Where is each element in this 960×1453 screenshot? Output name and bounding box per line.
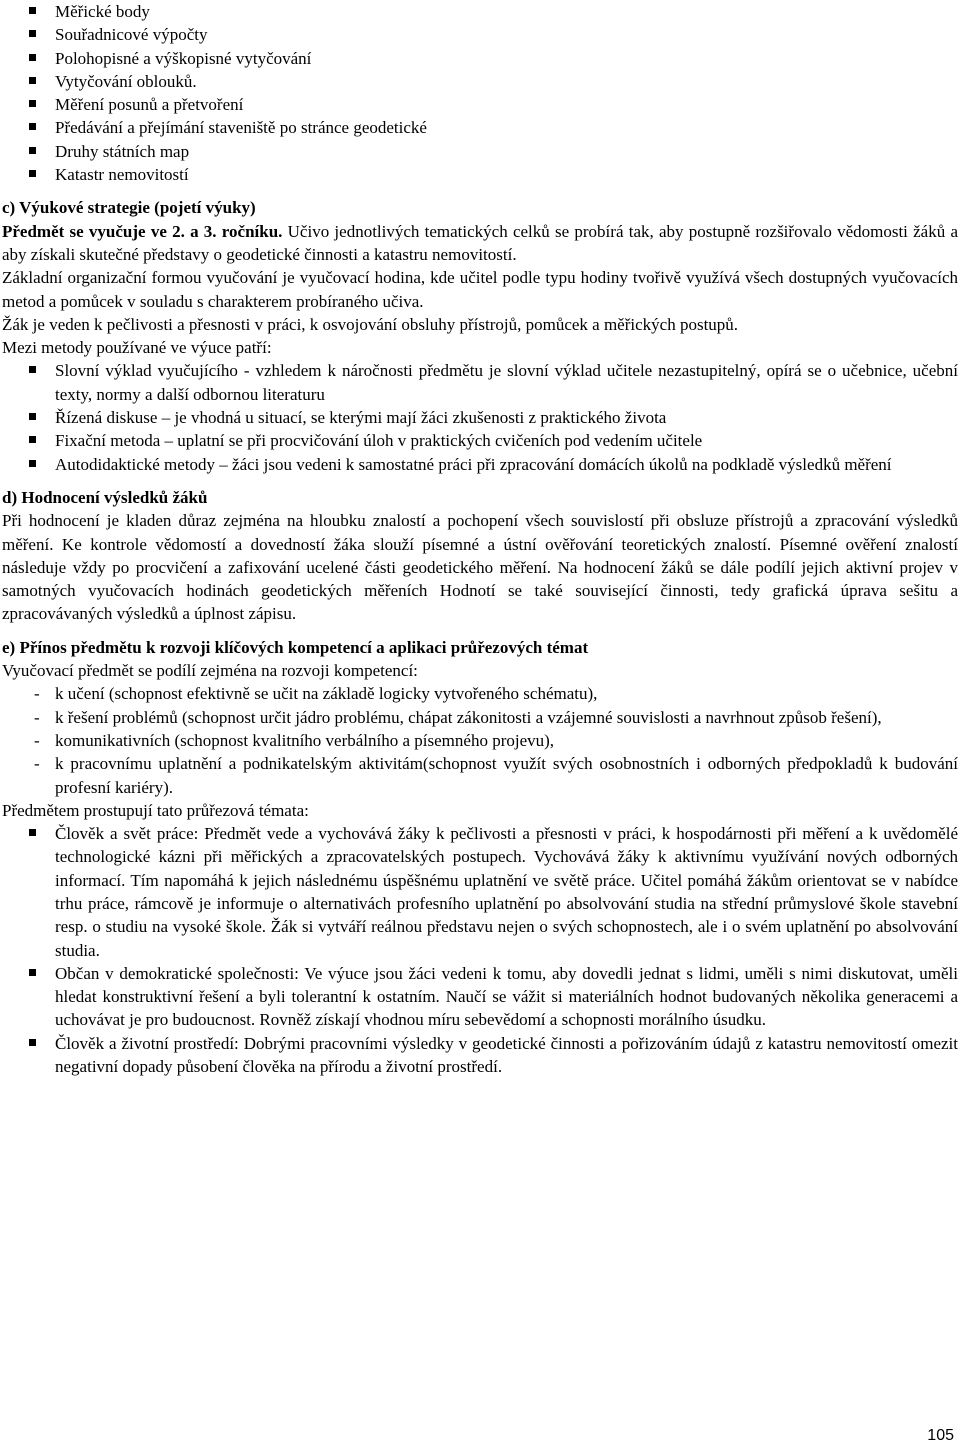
topic-list [2,0,958,186]
section-e-heading: e) Přínos předmětu k rozvoji klíčových kompetencí a aplikaci průřezových témat [2,637,589,657]
list-item: - k učení (schopnost efektivně se učit na základě logicky vytvořeného schématu), [2,682,958,705]
list-item: Fixační metoda – uplatní se při procvičování úloh v praktických cvičeních pod vedením učitele [2,429,958,452]
competences-list [2,682,958,798]
list-item: Občan v demokratické společnosti: Ve výuce jsou žáci vedeni k tomu, aby dovedli jednat s lidmi, uměli s nimi diskutovat, uměli hledat konstruktivní řešení a byli tolerantní k ostatním. Naučí se vážit si materiálních hodnot budovaných několika generacemi a uchovávat je pro budoucnost. Rovněž získají vhodnou míru sebevědomí a schopnosti morálního úsudku. [2,962,958,1032]
list-item: - k pracovnímu uplatnění a podnikatelským aktivitám(schopnost využít svých osobnostních i odborných předpokladů k budování profesní kariéry). [2,752,958,799]
section-c-paragraph-2: Základní organizační formou vyučování je vyučovací hodina, kde učitel podle typu hodiny tvořivě využívá všech dostupných vyučovacích metod a pomůcek v souladu s charakterem probíraného učiva. [2,268,958,311]
list-item: Polohopisné a výškopisné vytyčování [2,47,958,70]
list-item: Předávání a přejímání staveniště po stránce geodetické [2,116,958,139]
list-item: - k řešení problémů (schopnost určit jádro problému, chápat zákonitosti a vzájemné souvislosti a navrhnout způsob řešení), [2,706,958,729]
methods-intro: Mezi metody používané ve výuce patří: [2,338,272,358]
list-item: Souřadnicové výpočty [2,23,958,46]
list-item: Člověk a životní prostředí: Dobrými pracovními výsledky v geodetické činnosti a pořizováním údajů z katastru nemovitostí omezit negativní dopady působení člověka na přírodu a životní prostředí. [2,1032,958,1079]
section-c-heading: c) Výukové strategie (pojetí výuky) [2,198,256,218]
section-c-intro-rest: Učivo jednotlivých tematických celků se probírá tak, aby postupně rozšiřovalo vědomosti žáků a aby získali skutečné představy o geodetické činnosti a katastru nemovitostí. [2,221,958,264]
list-item: Druhy státních map [2,140,958,163]
list-item: - komunikativních (schopnost kvalitního verbálního a písemného projevu), [2,729,958,752]
methods-list [2,359,958,475]
list-item: Slovní výklad vyučujícího - vzhledem k náročnosti předmětu je slovní výklad učitele nezastupitelný, opírá se o učebnice, učební texty, normy a další odbornou literaturu [2,359,958,406]
section-c-intro [2,220,958,267]
list-item: Katastr nemovitostí [2,163,958,186]
list-item: Autodidaktické metody – žáci jsou vedeni k samostatné práci při zpracování domácích úkolů na podkladě výsledků měření [2,453,958,476]
page-number: 105 [927,1427,954,1444]
competences-intro: Vyučovací předmět se podílí zejména na rozvoji kompetencí: [2,661,418,681]
list-item: Člověk a svět práce: Předmět vede a vychovává žáky k pečlivosti a přesnosti v práci, k hospodárnosti při měření a k uvědomělé technologické kázni při měřických a zpracovatelských postupech. Vychovává žáky k aktivnímu využívání nových odborných informací. Tím napomáhá k jejich následnému úspěšnému uplatnění ve světě práce. Učitel pomáhá žákům orientovat se v nabídce trhu práce, rámcově je informuje o alternativách profesního uplatnění po absolvování studia na střední průmyslové škole stavební resp. o studiu na vysoké škole. Žák si vytváří reálnou představu nejen o svých schopnostech, ale i o svém uplatnění po absolvování studia. [2,822,958,962]
section-c-intro-bold: Předmět se vyučuje ve 2. a 3. ročníku. [2,221,283,241]
themes-intro: Předmětem prostupují tato průřezová témata: [2,800,309,820]
section-d-text: Při hodnocení je kladen důraz zejména na hloubku znalostí a pochopení všech souvislostí při obsluze přístrojů a zpracování výsledků měření. Ke kontrole vědomostí a dovedností žáka slouží písemné a ústní ověřování teoretických znalostí. Písemné ověření znalostí následuje vždy po procvičení a zafixování ucelené části geodetického měření. Na hodnocení žáků se dále podílí jejich aktivní projev v samotných vyučovacích hodinách geodetických měřeních Hodnotí se také související činnosti, tedy grafická úprava sešitu a zpracovávaných výsledků a úplnost zápisu. [2,511,958,624]
list-item: Řízená diskuse – je vhodná u situací, se kterými mají žáci zkušenosti z praktického života [2,406,958,429]
themes-list [2,822,958,1078]
list-item: Měření posunů a přetvoření [2,93,958,116]
document-page [2,0,958,1078]
list-item: Měřické body [2,0,958,23]
section-c-paragraph-3: Žák je veden k pečlivosti a přesnosti v práci, k osvojování obsluhy přístrojů, pomůcek a měřických postupů. [2,314,739,334]
section-d-heading: d) Hodnocení výsledků žáků [2,487,208,507]
list-item: Vytyčování oblouků. [2,70,958,93]
